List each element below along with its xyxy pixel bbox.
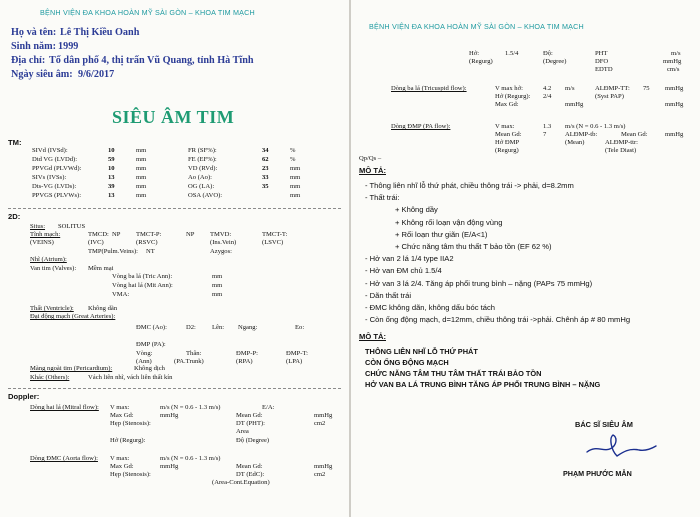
dmp-pa-label: ĐMP (PA): bbox=[136, 341, 166, 348]
ventricle-value: Không dãn bbox=[88, 305, 118, 312]
mitral-vmax-label: V max: bbox=[110, 404, 130, 411]
tric-regurg-value: 2/4 bbox=[543, 93, 552, 100]
2d-section: 2D: bbox=[8, 212, 21, 221]
tm-value: 33 bbox=[262, 174, 269, 181]
mitral-maxgd-unit: mmHg bbox=[160, 412, 179, 419]
dmc-ao-label: ĐMC (Ao): bbox=[136, 324, 167, 331]
aldmp-tt-unit: mmHg bbox=[665, 85, 684, 92]
d2-label: D2: bbox=[186, 324, 196, 331]
description-item: - ĐMC không dãn, không dấu bóc tách bbox=[365, 303, 496, 312]
veins-en: (VEINS) bbox=[30, 239, 54, 246]
tm-label: Dtd VG (LVDd): bbox=[32, 156, 78, 163]
mean-en: (Mean) bbox=[565, 139, 585, 146]
description-item: - Dãn thất trái bbox=[365, 290, 412, 300]
name-label: Họ và tên: bbox=[11, 27, 57, 38]
aldmp-tb-label: ALĐMP-tb: bbox=[565, 131, 598, 138]
tric-ann-unit: mm bbox=[212, 273, 223, 280]
tm-section: TM: bbox=[8, 138, 22, 147]
patient-address: Tổ dân phố 4, thị trấn Vũ Quang, tỉnh Hà Tĩnh bbox=[49, 55, 254, 66]
description-item: - Hở van 2 lá 1/4 type IIA2 bbox=[365, 254, 454, 264]
tm-unit: mm bbox=[136, 156, 147, 163]
description-item: - Thông liên nhĩ lỗ thứ phát, chiều thông trái -> phải, d=8.2mm bbox=[365, 181, 574, 190]
tric-regurg-label: Hở (Regurg): bbox=[495, 93, 531, 100]
aorta-flow-label: Dòng ĐMC (Aorta flow): bbox=[30, 455, 98, 462]
mitral-degree-label: Độ (Degree) bbox=[236, 437, 270, 444]
pa-trunk-label: Thân: bbox=[186, 350, 202, 357]
tm-value: 35 bbox=[262, 183, 269, 190]
tric-maxgd-label: Max Gd: bbox=[495, 101, 519, 108]
patient-name: Lê Thị Kiều Oanh bbox=[60, 27, 140, 38]
mitral-vmax-unit: m/s (N = 0.6 - 1.3 m/s) bbox=[160, 404, 221, 411]
mitral-meangd-unit: mmHg bbox=[314, 412, 333, 419]
tric-vmax-label: V max hở: bbox=[495, 85, 523, 92]
situs-label: Situs: bbox=[30, 223, 46, 230]
rpa-label: ĐMP-P: bbox=[236, 350, 258, 357]
tm-label: PPVGS (PLVWs): bbox=[32, 192, 82, 199]
pht-label: PHT bbox=[595, 50, 608, 57]
aortic-regurg-label: Hở: bbox=[469, 50, 480, 57]
tm-value: 13 bbox=[108, 192, 115, 199]
pa-trunk-en: (PA.Trunk) bbox=[174, 358, 204, 365]
situs-value: SOLITUS bbox=[58, 223, 86, 230]
ivc-en: (IVC) bbox=[88, 239, 104, 246]
aortic-regurg-value: 1.5/4 bbox=[505, 50, 519, 57]
aorta-vmax-unit: m/s (N = 0.6 - 1.3 m/s) bbox=[160, 455, 221, 462]
tmctp-value: NP bbox=[186, 231, 195, 238]
tm-value: 59 bbox=[108, 156, 115, 163]
mitral-stenosis-label: Hẹp (Stenosis): bbox=[110, 420, 151, 427]
tricuspid-flow-label: Dòng ba lá (Tricuspid flow): bbox=[391, 85, 467, 92]
tm-value: 23 bbox=[262, 165, 269, 172]
tm-unit: mm bbox=[290, 174, 301, 181]
address-label: Địa chỉ: bbox=[11, 55, 46, 66]
tmvd-label: TMVD: bbox=[210, 231, 232, 238]
description-item: - Còn ống động mạch, d=12mm, chiều thông trái ->phải. Chênh áp # 80 mmHg bbox=[365, 315, 631, 325]
dt-eoc-label: DT (EdC): bbox=[236, 471, 265, 478]
tric-mean-unit: mmHg bbox=[665, 101, 684, 108]
aorta-meangd-unit: mmHg bbox=[314, 463, 333, 470]
description-item: + Chức năng tâm thu thất T bảo tồn (EF 62 %) bbox=[395, 242, 552, 251]
tm-unit: % bbox=[290, 147, 296, 154]
report-title: SIÊU ÂM TIM bbox=[112, 107, 235, 127]
pht-unit: m/s bbox=[671, 50, 681, 57]
dfo-unit: mmHg bbox=[663, 58, 682, 65]
aldmp-ttr-label: ALĐMP-ttr: bbox=[605, 139, 638, 146]
tm-label: FR (SF%): bbox=[188, 147, 217, 154]
description-item: - Thất trái: bbox=[365, 193, 400, 203]
pa-vmax-unit: m/s (N = 0.6 - 1.3 m/s) bbox=[565, 123, 626, 130]
tm-label: OG (LA): bbox=[188, 183, 215, 190]
area-cont-label: (Area-Cont.Equation) bbox=[212, 479, 270, 486]
section-divider bbox=[8, 208, 341, 209]
mit-ann-label: Vòng hai lá (Mit Ann): bbox=[112, 282, 173, 289]
conclusion-item: HỞ VAN BA LÁ TRUNG BÌNH TĂNG ÁP PHỔI TRUNG BÌNH – NẶNG bbox=[365, 380, 601, 389]
description-heading: MÔ TẢ: bbox=[359, 166, 386, 175]
tric-vmax-unit: m/s bbox=[565, 85, 575, 92]
dmp-ann-en: (Ann) bbox=[136, 358, 152, 365]
ea-label: E/A: bbox=[262, 404, 275, 411]
tm-unit: mm bbox=[290, 165, 301, 172]
description-item: + Không dầy bbox=[395, 205, 438, 215]
aortic-degree-en: (Degree) bbox=[543, 58, 567, 65]
doppler-section: Doppler: bbox=[8, 392, 40, 401]
tm-value: 10 bbox=[108, 165, 115, 172]
area-label: Area bbox=[236, 428, 249, 435]
tm-unit: % bbox=[290, 156, 296, 163]
date-label: Ngày siêu âm: bbox=[11, 69, 73, 80]
doctor-name: PHẠM PHƯỚC MẪN bbox=[563, 469, 632, 478]
aortic-degree-label: Độ: bbox=[543, 50, 553, 57]
pericardium-label: Màng ngoài tim (Pericardium): bbox=[30, 365, 113, 372]
lsvc-en: (LSVC) bbox=[262, 239, 284, 246]
tmctt-label: TMCT-T: bbox=[262, 231, 288, 238]
syst-pap-en: (Syst PAP) bbox=[595, 93, 624, 100]
pa-meangd2-unit: mmHg bbox=[665, 131, 684, 138]
aldmp-tt-value: 75 bbox=[643, 85, 650, 92]
tmp-value: NT bbox=[146, 248, 155, 255]
azygos-label: Azygos: bbox=[210, 248, 232, 255]
doctor-title: BÁC SĨ SIÊU ÂM bbox=[575, 420, 633, 429]
ventricle-label: Thất (Ventricle): bbox=[30, 305, 74, 312]
tm-unit: mm bbox=[290, 183, 301, 190]
conclusion-heading: MÔ TẢ: bbox=[359, 332, 386, 341]
dfo-label: DFO bbox=[595, 58, 609, 65]
rpa-en: (RPA) bbox=[236, 358, 253, 365]
tm-unit: mm bbox=[136, 147, 147, 154]
vma-label: VMA: bbox=[112, 291, 130, 298]
conclusion-item: CÒN ỐNG ĐỘNG MẠCH bbox=[365, 358, 449, 367]
lpa-label: ĐMP-T: bbox=[286, 350, 309, 357]
aortic-regurg-en: (Regurg) bbox=[469, 58, 493, 65]
pa-regurg-label: Hở ĐMP bbox=[495, 139, 520, 146]
aorta-stenosis-label: Hẹp (Stenosis): bbox=[110, 471, 151, 478]
aorta-meangd-label: Mean Gd: bbox=[236, 463, 263, 470]
atrium-label: Nhĩ (Atrium): bbox=[30, 256, 67, 263]
tric-ann-label: Vòng ba lá (Tric Ann): bbox=[112, 273, 173, 280]
tric-maxgd-unit: mmHg bbox=[565, 101, 584, 108]
mitral-flow-label: Dòng hai lá (Mitral flow): bbox=[30, 404, 99, 411]
report-page-left bbox=[0, 0, 349, 517]
valves-label: Van tim (Valves): bbox=[30, 265, 77, 272]
dmp-ann-label: Vòng: bbox=[136, 350, 153, 357]
pa-meangd-value: 7 bbox=[543, 131, 547, 138]
tm-unit: mm bbox=[136, 165, 147, 172]
hospital-header: BỆNH VIỆN ĐA KHOA HOÀN MỸ SÀI GÒN – KHOA TIM MẠCH bbox=[369, 22, 584, 31]
lpa-en: (LPA) bbox=[286, 358, 303, 365]
vma-unit: mm bbox=[212, 291, 223, 298]
tm-value: 39 bbox=[108, 183, 115, 190]
aorta-maxgd-label: Max Gd: bbox=[110, 463, 134, 470]
mitral-regurg-label: Hở (Regurg): bbox=[110, 437, 146, 444]
tm-label: Ao (Ao): bbox=[188, 174, 212, 181]
len-label: Lên: bbox=[212, 324, 225, 331]
tm-label: SIVd (IVSd): bbox=[32, 147, 68, 154]
description-item: - Hở van 3 lá 2/4. Tăng áp phổi trung bình – nặng (PAPs 75 mmHg) bbox=[365, 278, 593, 288]
ngang-label: Ngang: bbox=[238, 324, 258, 331]
others-value: Vách liên nhĩ, vách liên thất kín bbox=[88, 374, 173, 381]
birth-label: Sinh năm: bbox=[11, 41, 57, 52]
aorta-vmax-label: V max: bbox=[110, 455, 130, 462]
tm-value: 62 bbox=[262, 156, 269, 163]
tm-label: Dts-VG (LVDs): bbox=[32, 183, 77, 190]
signature-mark bbox=[583, 432, 659, 460]
aorta-maxgd-unit: mmHg bbox=[160, 463, 179, 470]
tric-vmax-value: 4.2 bbox=[543, 85, 552, 92]
tm-value: 34 bbox=[262, 147, 269, 154]
tmp-label: TMP(Pulm.Veins): bbox=[88, 248, 139, 255]
tm-value: 10 bbox=[108, 147, 115, 154]
conclusion-item: THÔNG LIÊN NHĨ LỖ THỨ PHÁT bbox=[365, 347, 478, 356]
conclusion-item: CHỨC NĂNG TÂM THU TÂM THẤT TRÁI BẢO TỒN bbox=[365, 369, 542, 378]
pa-flow-label: Dòng ĐMP (PA flow): bbox=[391, 123, 451, 130]
tm-label: PPVGd (PLVWd): bbox=[32, 165, 82, 172]
description-item: + Không rối loạn vận động vùng bbox=[395, 217, 503, 227]
edtd-label: EDTD bbox=[595, 66, 613, 73]
mitral-maxgd-label: Max Gd: bbox=[110, 412, 134, 419]
tele-diast-en: (Tele Diast) bbox=[605, 147, 637, 154]
tm-label: SIVs (IVSs): bbox=[32, 174, 67, 181]
hospital-header: BỆNH VIỆN ĐA KHOA HOÀN MỸ SÀI GÒN – KHOA TIM MẠCH bbox=[40, 8, 255, 17]
tm-unit: mm bbox=[136, 174, 147, 181]
exam-date: 9/6/2017 bbox=[78, 69, 115, 80]
rsvc-en: (RSVC) bbox=[136, 239, 158, 246]
aorta-area-unit: cm2 bbox=[314, 471, 326, 478]
tm-value: 13 bbox=[108, 174, 115, 181]
pa-regurg-en: (Regurg) bbox=[495, 147, 519, 154]
pa-vmax-value: 1.3 bbox=[543, 123, 552, 130]
ivein-en: (Ins.Vein) bbox=[210, 239, 237, 246]
aldmp-tt-label: ALĐMP-TT: bbox=[595, 85, 630, 92]
tm-label: VD (RVd): bbox=[188, 165, 218, 172]
pa-meangd2-label: Mean Gd: bbox=[621, 131, 648, 138]
tmctp-label: TMCT-P: bbox=[136, 231, 162, 238]
tm-unit: mm bbox=[136, 183, 147, 190]
mitral-meangd-label: Mean Gd: bbox=[236, 412, 263, 419]
edtd-unit: cm/s bbox=[667, 66, 680, 73]
valves-value: Mềm mại bbox=[88, 265, 114, 272]
dt-pht-label: DT (PHT): bbox=[236, 420, 265, 427]
tm-unit: mm bbox=[136, 192, 147, 199]
others-label: Khác (Others): bbox=[30, 374, 70, 381]
great-arteries-label: Đại động mạch (Great Arteries): bbox=[30, 313, 116, 320]
pa-meangd-label: Mean Gd: bbox=[495, 131, 522, 138]
tmcd-label: TMCD: bbox=[88, 231, 109, 238]
qpqs-label: Qp/Qs – bbox=[359, 155, 382, 162]
tm-unit: mm bbox=[290, 192, 301, 199]
pericardium-value: Không dịch bbox=[134, 365, 165, 372]
tm-label: FE (EF%): bbox=[188, 156, 217, 163]
eo-label: Eo: bbox=[295, 324, 305, 331]
section-divider bbox=[8, 388, 341, 389]
tmcd-value: NP bbox=[112, 231, 121, 238]
description-item: + Rối loạn thư giãn (E/A<1) bbox=[395, 229, 488, 239]
pa-vmax-label: V max: bbox=[495, 123, 515, 130]
tm-label: OSA (AVO): bbox=[188, 192, 223, 199]
report-page-right bbox=[351, 0, 700, 517]
veins-label: Tĩnh mạch: bbox=[30, 231, 61, 238]
mitral-area-unit: cm2 bbox=[314, 420, 326, 427]
patient-birth: 1999 bbox=[58, 41, 79, 52]
description-item: - Hở van ĐM chủ 1.5/4 bbox=[365, 266, 442, 276]
mit-ann-unit: mm bbox=[212, 282, 223, 289]
